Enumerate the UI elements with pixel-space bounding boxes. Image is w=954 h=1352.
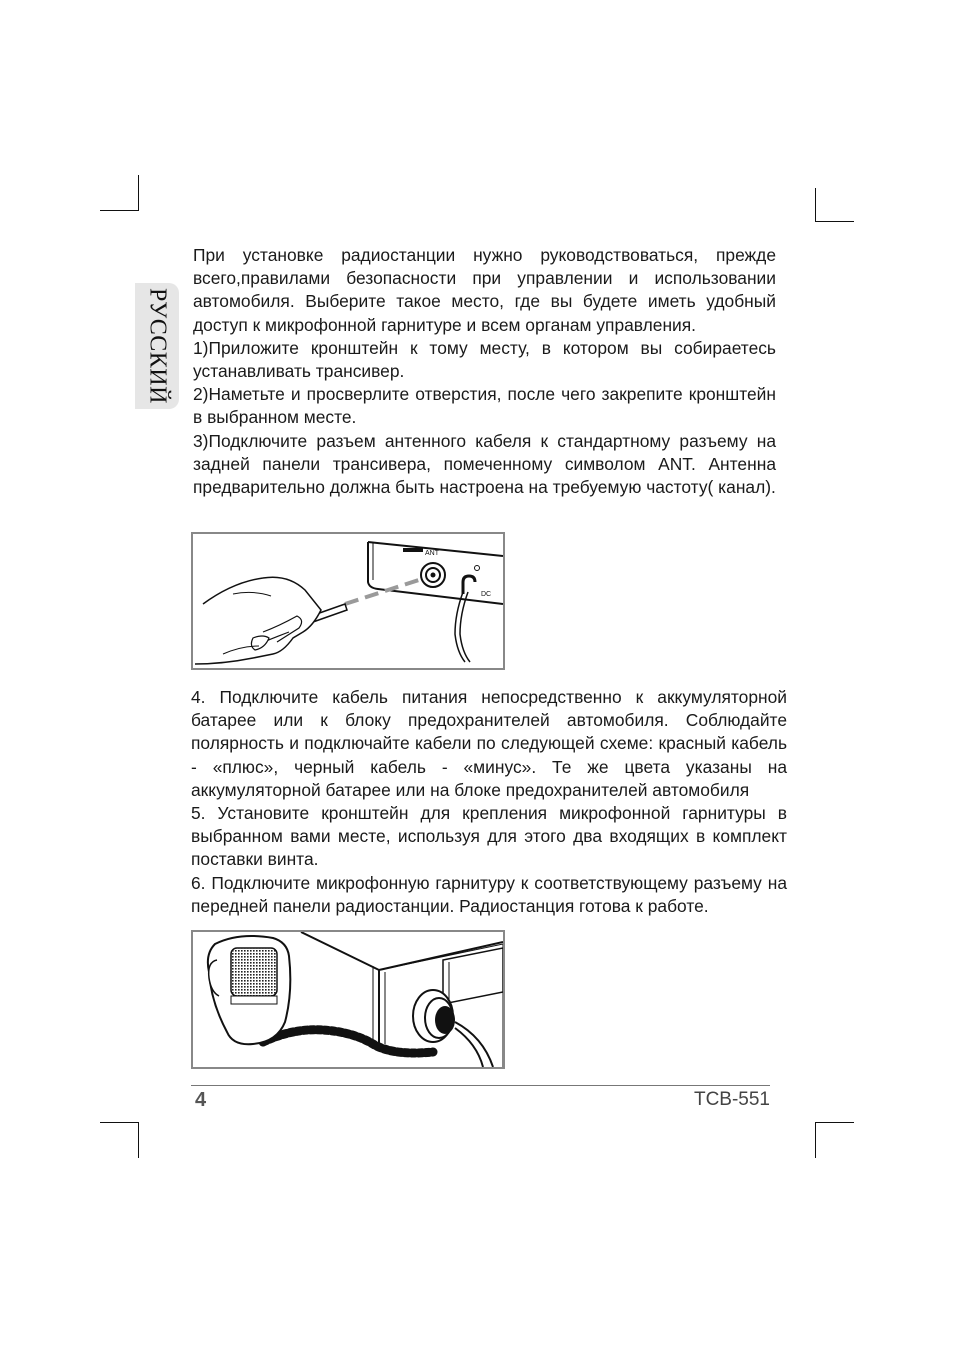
step-5-paragraph: 5. Установите кронштейн для крепления микрофонной гарнитуры в выбранном вами месте, используя для этого два входящих в комплект поставки винта. <box>191 803 787 870</box>
crop-mark-bottom-left-v <box>138 1122 139 1158</box>
crop-mark-top-left-h <box>100 210 139 211</box>
crop-mark-bottom-right-h <box>815 1122 854 1123</box>
instructions-block-2 <box>191 686 787 918</box>
model-name: TCB-551 <box>693 1089 770 1110</box>
page-number: 4 <box>195 1089 207 1111</box>
microphone-connection-figure <box>191 930 505 1069</box>
crop-mark-bottom-left-h <box>100 1122 139 1123</box>
antenna-connection-figure <box>191 532 505 670</box>
step-2-paragraph: 2)Наметьте и просверлите отверстия, после чего закрепите кронштейн в выбранном месте. <box>193 384 776 428</box>
crop-mark-bottom-right-v <box>815 1122 816 1158</box>
step-4-paragraph: 4. Подключите кабель питания непосредственно к аккумуляторной батарее или к блоку предохранителей автомобиля. Соблюдайте полярность и подключайте кабели по следующей схеме: красный кабель - «плюс», черный кабель - «минус». Те же цвета указаны на аккумуляторной батарее или на блоке предохранителей автомобиля <box>191 687 787 800</box>
intro-paragraph: При установке радиостанции нужно руководствоваться, прежде всего,правилами безопасности при управлении и использовании автомобиля. Выберите такое место, где вы будете иметь удобный доступ к микрофонной гарнитуре и всем органам управления. <box>193 245 776 335</box>
language-label: РУССКИЙ <box>144 288 171 404</box>
step-6-paragraph: 6. Подключите микрофонную гарнитуру к соответствующему разъему на передней панели радиостанции. Радиостанция готова к работе. <box>191 872 787 916</box>
crop-mark-top-left-v <box>138 175 139 211</box>
crop-mark-top-right-v <box>815 188 816 222</box>
antenna-connection-illustration <box>193 534 503 668</box>
ant-label: ANT <box>425 550 439 557</box>
step-3-paragraph: 3)Подключите разъем антенного кабеля к стандартному разъему на задней панели трансивера, помеченному символом ANT. Антенна предварительно должна быть настроена на требуемую частоту( канал). <box>193 430 776 498</box>
microphone-connection-illustration <box>193 932 503 1067</box>
dc-label: DC <box>481 591 492 598</box>
step-1-paragraph: 1)Приложите кронштейн к тому месту, в котором вы собираетесь устанавливать трансивер. <box>193 337 776 382</box>
footer-rule <box>191 1085 770 1086</box>
instructions-block-1 <box>193 244 776 499</box>
crop-mark-top-right-h <box>815 221 854 222</box>
